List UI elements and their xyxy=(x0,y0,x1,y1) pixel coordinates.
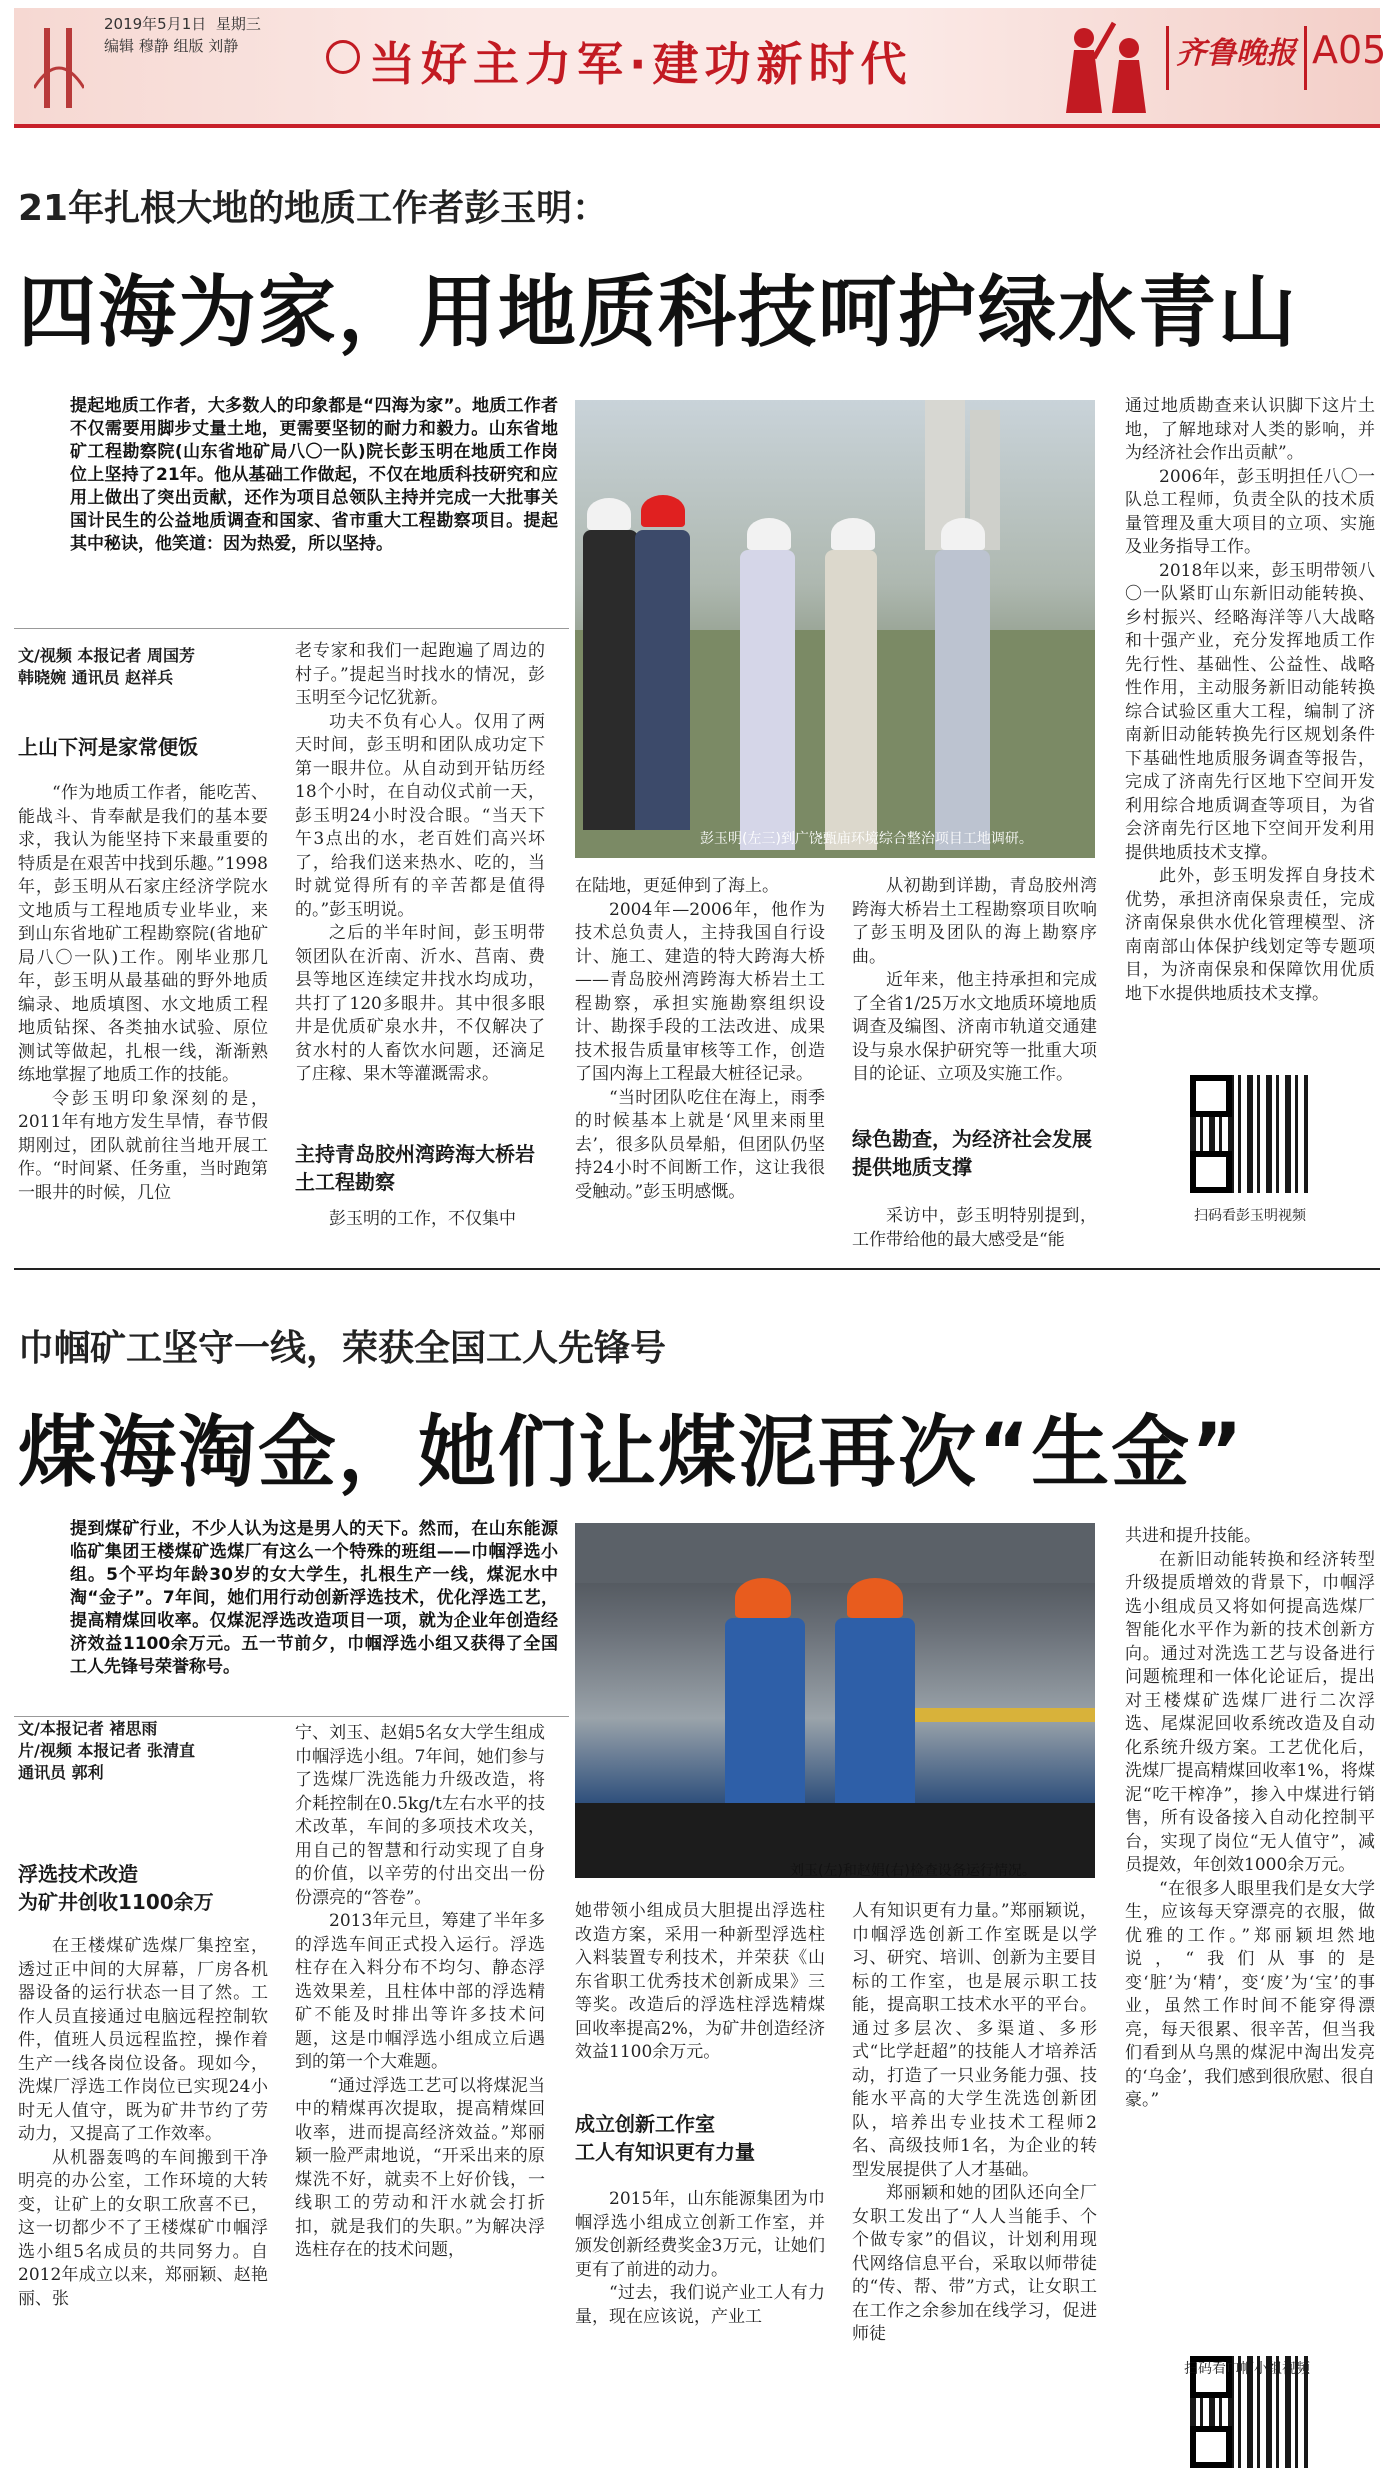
paper-logo: 齐鲁晚报 xyxy=(1176,36,1296,71)
helmet-image xyxy=(847,1578,903,1618)
paragraph: 共进和提升技能。 xyxy=(1125,1526,1261,1546)
paragraph: 老专家和我们一起跑遍了周边的村子。”提起当时找水的情况，彭玉明至今记忆犹新。 xyxy=(295,641,545,708)
story1-col3 xyxy=(575,875,825,1275)
masthead-date-line xyxy=(104,14,261,34)
paragraph: 从机器轰鸣的车间搬到干净明亮的办公室，工作环境的大转变，让矿上的女职工欣喜不已，这一切都少不了王楼煤矿巾帼浮选小组5名成员的共同努力。自2012年成立以来，郑丽颖、赵艳丽、张 xyxy=(18,2147,268,2309)
paragraph: “在很多人眼里我们是女大学生，应该每天穿漂亮的衣服，做优雅的工作。”郑丽颖坦然地说，“我们从事的是变‘脏’为‘精’，变‘废’为‘宝’的事业，虽然工作时间不能穿得漂亮，每天很累、很辛苦，但当我们看到从乌黑的煤泥中淘出发亮的‘乌金’，我们感到很欣慰、很自豪。” xyxy=(1125,1878,1375,2110)
union-emblem-icon xyxy=(326,40,360,74)
paragraph: 通过地质勘查来认识脚下这片土地，了解地球对人类的影响，并为经济社会作出贡献”。 xyxy=(1125,396,1375,463)
story2-col2 xyxy=(295,1722,545,2390)
qr-corner xyxy=(1190,2426,1232,2468)
paragraph: “过去，我们说产业工人有力量，现在应该说，产业工 xyxy=(575,2283,825,2327)
story1-byline: 文/视频 本报记者 周国芳 韩晓婉 通讯员 赵祥兵 xyxy=(18,646,195,687)
story1-subhead-3: 绿色勘查，为经济社会发展提供地质支撑 xyxy=(852,1127,1092,1179)
paragraph: 2015年，山东能源集团为巾帼浮选小组成立创新工作室，并颁发创新经费奖金3万元，让她们更有了前进的动力。 xyxy=(575,2189,825,2280)
story2-col1 xyxy=(18,1935,268,2390)
story1-col4 xyxy=(852,875,1097,1115)
editors-line: 编辑 穆静 组版 刘静 xyxy=(104,37,239,55)
paragraph: 在陆地，更延伸到了海上。 xyxy=(575,876,779,896)
story1-col5 xyxy=(1125,395,1375,1063)
paragraph: 2004年—2006年，他作为技术总负责人，主持我国自行设计、施工、建造的特大跨海大桥——青岛胶州湾跨海大桥岩土工程勘察，承担实施勘察组织设计、勘探手段的工法改进、成果技术报告质量审核等工作，创造了国内海上工程最大桩径记录。 xyxy=(575,899,825,1084)
qr-corner xyxy=(1190,1075,1232,1117)
story2-headline: 煤海淘金，她们让煤泥再次“生金” xyxy=(18,1408,1245,1498)
story2-qr-label: 扫码看巾帼小组视频 xyxy=(1184,2361,1310,2377)
slogan: 当好主力军·建功新时代 xyxy=(369,37,913,91)
paragraph: “通过浮选工艺可以将煤泥当中的精煤再次提取，提高精煤回收率，进而提高经济效益。”郑丽颖一脸严肃地说，“开采出来的原煤洗不好，就卖不上好价钱，一线职工的劳动和汗水就会打折扣，就是我们的失职。”为解决浮选柱存在的技术问题， xyxy=(295,2075,545,2260)
story1-qr-label: 扫码看彭玉明视频 xyxy=(1194,1208,1306,1224)
person-figure xyxy=(740,550,795,850)
story1-col2 xyxy=(295,640,545,1140)
lead-rule xyxy=(14,1716,569,1717)
page-number: A05 xyxy=(1312,28,1387,72)
helmet-image xyxy=(831,518,875,550)
story2-col5 xyxy=(1125,1525,1375,2233)
paragraph: 彭玉明的工作，不仅集中 xyxy=(329,1209,516,1229)
masthead-divider-2 xyxy=(1304,26,1307,90)
story1-qr-code[interactable] xyxy=(1190,1075,1394,1193)
paragraph: 2006年，彭玉明担任八〇一队总工程师，负责全队的技术质量管理及重大项目的立项、实施及业务指导工作。 xyxy=(1125,466,1375,557)
paragraph: 人有知识更有力量。”郑丽颖说，巾帼浮选创新工作室既是以学习、研究、培训、创新为主要目标的工作室，也是展示职工技能，提高职工技术水平的平台。通过多层次、多渠道、多形式“比学赶超”的技能人才培养活动，打造了一只业务能力强、技能水平高的大学生洗选创新团队，培养出专业技术工程师2名、高级技师1名，为企业的转型发展提供了人才基础。 xyxy=(852,1901,1097,2180)
helmet-image xyxy=(941,518,985,550)
story2-lead: 提到煤矿行业，不少人认为这是男人的天下。然而，在山东能源临矿集团王楼煤矿选煤厂有这么一个特殊的班组——巾帼浮选小组。5个平均年龄30岁的女大学生，扎根生产一线，煤泥水中淘“金子”。7年间，她们用行动创新浮选技术，优化浮选工艺，提高精煤回收率。仅煤泥浮选改造项目一项，就为企业年创造经济效益1100余万元。五一节前夕，巾帼浮选小组又获得了全国工人先锋号荣誉称号。 xyxy=(70,1519,558,1677)
story1-col4-tail xyxy=(852,1205,1097,1252)
story2-photo xyxy=(575,1523,1095,1878)
paragraph: 之后的半年时间，彭玉明带领团队在沂南、沂水、莒南、费县等地区连续定井找水均成功，共打了120多眼井。其中很多眼井是优质矿泉水井，不仅解决了贫水村的人畜饮水问题，还滴足了庄稼、果木等灌溉需求。 xyxy=(295,923,545,1084)
person-figure xyxy=(583,530,638,830)
story2-kicker: 巾帼矿工坚守一线，荣获全国工人先锋号 xyxy=(18,1328,667,1369)
story1-headline: 四海为家，用地质科技呵护绿水青山 xyxy=(18,268,1299,358)
story1-photo-caption: 彭玉明(左三)到广饶甄庙环境综合整治项目工地调研。 xyxy=(700,831,1033,847)
story1-col1 xyxy=(18,782,268,1262)
story2-col4 xyxy=(852,1900,1097,2390)
bridge-icon xyxy=(34,28,84,108)
issue-weekday: 星期三 xyxy=(215,15,261,33)
story2-photo-caption: 刘玉(左)和赵娟(右)检查设备运行情况。 xyxy=(790,1863,1036,1879)
story1-lead: 提起地质工作者，大多数人的印象都是“四海为家”。地质工作者不仅需要用脚步丈量土地，更需要坚韧的耐力和毅力。山东省地矿工程勘察院(山东省地矿局八〇一队)院长彭玉明在地质工作岗位上坚持了21年。他从基础工作做起，不仅在地质科技研究和应用上做出了突出贡献，还作为项目总领队主持并完成一大批事关国计民生的公益地质调查和国家、省市重大工程勘察项目。提起其中秘诀，他笑道：因为热爱，所以坚持。 xyxy=(70,396,558,554)
helmet-image xyxy=(747,518,791,550)
paragraph: 此外，彭玉明发挥自身技术优势，承担济南保泉责任，完成济南保泉供水优化管理模型、济南南部山体保护线划定等专题项目，为济南保泉和保障饮用优质地下水提供地质技术支撑。 xyxy=(1125,866,1375,1004)
paragraph: “作为地质工作者，能吃苦、能战斗、肯奉献是我们的基本要求，我认为能坚持下来最重要的特质是在艰苦中找到乐趣。”1998年，彭玉明从石家庄经济学院水文地质与工程地质专业毕业，来到山东省地矿工程勘察院(省地矿局八〇一队)工作。刚毕业那几年，彭玉明从最基础的野外地质编录、地质填图、水文地质工程地质钻探、各类抽水试验、原位测试等做起，扎根一线，渐渐熟练地掌握了地质工作的技能。 xyxy=(18,783,268,1085)
paragraph: 从初勘到详勘，青岛胶州湾跨海大桥岩土工程勘察项目吹响了彭玉明及团队的海上勘察序曲。 xyxy=(852,876,1097,967)
helmet-image xyxy=(641,495,685,527)
story2-byline: 文/本报记者 褚思雨 片/视频 本报记者 张清直 通讯员 郭利 xyxy=(18,1719,195,1782)
paragraph: 采访中，彭玉明特别提到，工作带给他的最大感受是“能 xyxy=(852,1206,1097,1250)
ceiling-image xyxy=(575,1523,1095,1583)
paragraph: 宁、刘玉、赵娟5名女大学生组成巾帼浮选小组。7年间，她们参与了选煤厂洗选能力升级改造，将介耗控制在0.5kg/t左右水平的技术改革，车间的多项技术攻关，用自己的智慧和行动实现了自身的价值，以辛劳的付出交出一份份漂亮的“答卷”。 xyxy=(295,1723,545,1908)
qr-corner xyxy=(1190,1151,1232,1193)
person-figure xyxy=(825,550,877,850)
story1-kicker: 21年扎根大地的地质工作者彭玉明： xyxy=(18,188,609,229)
story-divider xyxy=(14,1268,1380,1270)
story2-col3 xyxy=(575,1900,825,2090)
story1-photo xyxy=(575,400,1095,858)
helmet-image xyxy=(735,1578,791,1618)
story2-subhead-1: 浮选技术改造 为矿井创收1100余万 xyxy=(18,1862,214,1914)
issue-date: 2019年5月1日 xyxy=(104,15,207,33)
workers-silhouette-icon xyxy=(1054,18,1164,118)
paragraph: 郑丽颖和她的团队还向全厂女职工发出了“人人当能手、个个做专家”的倡议，计划利用现代网络信息平台，采取以师带徒的“传、帮、带”方式，让女职工在工作之余参加在线学习，促进师徒 xyxy=(852,2183,1097,2344)
paragraph: 令彭玉明印象深刻的是，2011年有地方发生旱情，春节假期刚过，团队就前往当地开展工作。“时间紧、任务重，当时跑第一眼井的时候，几位 xyxy=(18,1088,268,1203)
person-figure xyxy=(935,550,990,850)
person-figure xyxy=(635,530,690,830)
paragraph: 在新旧动能转换和经济转型升级提质增效的背景下，巾帼浮选小组成员又将如何提高选煤厂智能化水平作为新的技术创新方向。通过对洗选工艺与设备进行问题梳理和一体化论证后，提出对王楼煤矿选煤厂进行二次浮选、尾煤泥回收系统改造及自动化系统升级方案。工艺优化后，洗煤厂提高精煤回收率1%，将煤泥“吃干榨净”，掺入中煤进行销售，所有设备接入自动化控制平台，实现了岗位“无人值守”，减员提效，年创效1000余万元。 xyxy=(1125,1549,1375,1875)
lead-rule xyxy=(14,628,569,629)
paragraph: 2018年以来，彭玉明带领八〇一队紧盯山东新旧动能转换、乡村振兴、经略海洋等八大战略和十强产业，充分发挥地质工作先行性、基础性、公益性、战略性作用，主动服务新旧动能转换综合试验区重大工程，编制了济南新旧动能转换先行区规划条件下基础性地质服务调查等报告，完成了济南先行区地下空间开发利用综合地质调查等项目，为省会济南先行区地下空间开发利用提供地质技术支撑。 xyxy=(1125,560,1375,863)
story1-col2-tail xyxy=(295,1208,545,1232)
paragraph: 功夫不负有心人。仅用了两天时间，彭玉明和团队成功定下第一眼井位。从自动到开钻历经18个小时，在自动仪式前一天，彭玉明24小时没合眼。“当天下午3点出的水，老百姓们高兴坏了，给我们送来热水、吃的，当时就觉得所有的辛苦都是值得的。”彭玉明说。 xyxy=(295,711,545,920)
story2-col3-b xyxy=(575,2188,825,2390)
story1-subhead-2: 主持青岛胶州湾跨海大桥岩土工程勘察 xyxy=(295,1142,535,1194)
paragraph: 2013年元旦，筹建了半年多的浮选车间正式投入运行。浮选柱存在入料分布不均匀、静态浮选效果差，且柱体中部的浮选精矿不能及时排出等许多技术问题，这是巾帼浮选小组成立后遇到的第一个大难题。 xyxy=(295,1911,545,2072)
masthead xyxy=(14,8,1387,128)
paragraph: 她带领小组成员大胆提出浮选柱改造方案，采用一种新型浮选柱入料装置专利技术，并荣获《山东省职工优秀技术创新成果》三等奖。改造后的浮选柱浮选精煤回收率提高2%，为矿井创造经济效益1100余万元。 xyxy=(575,1901,825,2062)
paragraph: “当时团队吃住在海上，雨季的时候基本上就是‘风里来雨里去’，很多队员晕船，但团队仍坚持24小时不间断工作，这让我很受触动。”彭玉明感慨。 xyxy=(575,1087,825,1202)
masthead-divider xyxy=(1166,26,1169,90)
story1-subhead-1: 上山下河是家常便饭 xyxy=(18,735,198,759)
paragraph: 在王楼煤矿选煤厂集控室，透过正中间的大屏幕，厂房各机器设备的运行状态一目了然。工作人员直接通过电脑远程控制软件，值班人员远程监控，操作着生产一线各岗位设备。现如今，洗煤厂浮选工作岗位已实现24小时无人值守，既为矿井节约了劳动力，又提高了工作效率。 xyxy=(18,1936,268,2144)
helmet-image xyxy=(587,498,631,530)
story2-subhead-2: 成立创新工作室 工人有知识更有力量 xyxy=(575,2112,755,2164)
paragraph: 近年来，他主持承担和完成了全省1/25万水文地质环境地质调查及编图、济南市轨道交通建设与泉水保护研究等一批重大项目的论证、立项及实施工作。 xyxy=(852,970,1097,1084)
